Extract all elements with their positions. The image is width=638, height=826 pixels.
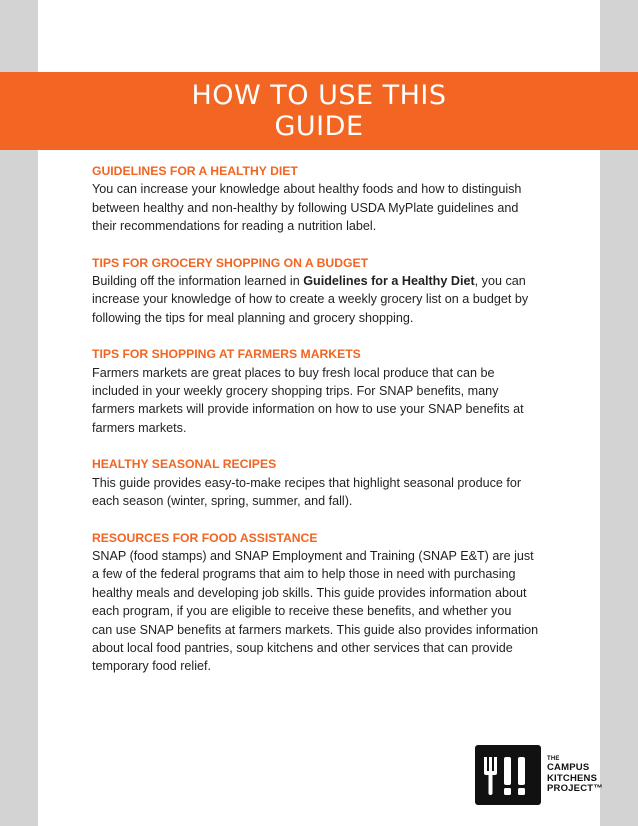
logo-word-kitchens: KITCHENS bbox=[547, 772, 598, 784]
title-banner bbox=[0, 72, 638, 150]
body-line: following the tips for meal planning and grocery shopping. bbox=[92, 310, 414, 325]
body-line: their recommendations for reading a nutrition label. bbox=[92, 219, 377, 234]
section-grocery-budget bbox=[92, 254, 574, 328]
body-line: a few of the federal programs that aim to help those in need with purchasing bbox=[92, 567, 516, 582]
body-line: farmers markets. bbox=[92, 420, 187, 435]
body-line: Farmers markets are great places to buy fresh local produce that can be bbox=[92, 365, 495, 380]
body-line: about local food pantries, soup kitchens and other services that can provide bbox=[92, 640, 513, 655]
fork-exclamation-logo-icon bbox=[475, 745, 541, 805]
body-line bbox=[92, 272, 574, 290]
logo-word-the: THE bbox=[547, 756, 560, 763]
body-text-segment: Building off the information learned in bbox=[92, 274, 304, 289]
body-line: temporary food relief. bbox=[92, 659, 211, 674]
guide-reference: Guidelines for a Healthy Diet bbox=[303, 274, 475, 289]
logo-word-campus: CAMPUS bbox=[547, 762, 590, 774]
section-healthy-diet bbox=[92, 162, 574, 236]
body-line: each season (winter, spring, summer, and fall). bbox=[92, 494, 353, 509]
body-line: each program, if you are eligible to receive these benefits, and whether you bbox=[92, 604, 512, 619]
body-text-segment: , you can bbox=[474, 274, 526, 289]
section-seasonal-recipes bbox=[92, 455, 574, 510]
title-line-1: HOW TO USE THIS bbox=[191, 80, 447, 111]
logo-word-project: PROJECT™ bbox=[547, 783, 603, 795]
campus-kitchens-logo bbox=[475, 744, 605, 806]
logo-wordmark bbox=[547, 755, 603, 795]
body-line: farmers markets will provide information on how to use your SNAP benefits at bbox=[92, 402, 524, 417]
guide-content bbox=[92, 162, 574, 694]
body-line: healthy meals and developing job skills. This guide provides information about bbox=[92, 585, 527, 600]
body-line: SNAP (food stamps) and SNAP Employment and Training (SNAP E&T) are just bbox=[92, 548, 534, 563]
body-line: between healthy and non-healthy by following USDA MyPlate guidelines and bbox=[92, 200, 519, 215]
section-heading: HEALTHY SEASONAL RECIPES bbox=[92, 457, 277, 472]
section-heading: TIPS FOR GROCERY SHOPPING ON A BUDGET bbox=[92, 255, 369, 270]
title-line-2: GUIDE bbox=[274, 111, 364, 142]
section-farmers-markets bbox=[92, 345, 574, 437]
body-line: You can increase your knowledge about healthy foods and how to distinguish bbox=[92, 182, 522, 197]
section-heading: RESOURCES FOR FOOD ASSISTANCE bbox=[92, 530, 318, 545]
body-line: increase your knowledge of how to create a weekly grocery list on a budget by bbox=[92, 292, 529, 307]
section-heading: GUIDELINES FOR A HEALTHY DIET bbox=[92, 164, 298, 178]
section-food-assistance bbox=[92, 529, 574, 676]
section-heading: TIPS FOR SHOPPING AT FARMERS MARKETS bbox=[92, 347, 361, 362]
body-line: This guide provides easy-to-make recipes that highlight seasonal produce for bbox=[92, 475, 522, 490]
body-line: can use SNAP benefits at farmers markets. This guide also provides information bbox=[92, 622, 539, 637]
body-line: included in your weekly grocery shopping trips. For SNAP benefits, many bbox=[92, 384, 499, 399]
